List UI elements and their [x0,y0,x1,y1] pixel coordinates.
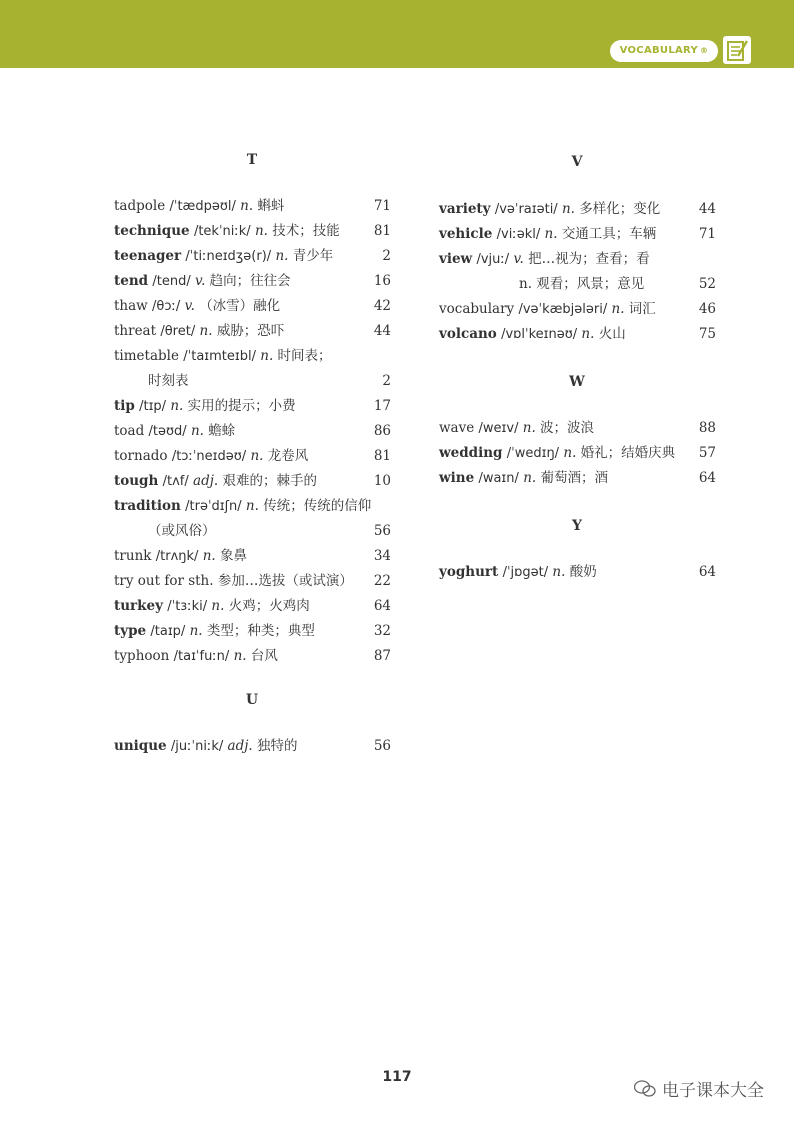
part-of-speech: n. [523,470,537,486]
phonetic: /waɪn/ [478,471,519,486]
vocab-entry [439,418,716,439]
part-of-speech: n. [245,498,259,514]
page-reference: 56 [373,523,391,539]
phonetic: /tʌf/ [162,474,189,489]
headword: type [114,623,147,639]
headword: thaw [114,298,148,314]
phonetic: /təʊd/ [148,424,187,439]
phonetic: /vjuː/ [476,252,510,267]
headword: tadpole [114,198,166,214]
headword: wedding [439,445,503,461]
part-of-speech: n. [202,548,216,564]
phonetic: /ˈtɜːki/ [167,599,208,614]
definition: 龙卷风 [267,448,309,464]
headword: tornado [114,448,168,464]
registered-mark: ® [700,46,709,55]
headword: teenager [114,248,182,264]
phonetic: /ˈwedɪŋ/ [506,446,560,461]
phonetic: /taɪˈfuːn/ [173,649,230,664]
vocab-entry [114,596,391,617]
page-reference: 64 [698,564,716,580]
watermark [634,1076,764,1101]
vocab-entry [114,736,391,757]
headword: toad [114,423,145,439]
vocab-entry [114,296,391,317]
page-reference: 81 [373,448,391,464]
part-of-speech: n. [544,226,558,242]
headword: yoghurt [439,564,499,580]
notepad-pen-icon [723,36,751,64]
phonetic: /θɔː/ [152,299,181,314]
phonetic: /tekˈniːk/ [193,224,251,239]
vocab-entry-continuation [519,274,716,294]
page-reference: 34 [373,548,391,564]
headword: view [439,251,473,267]
page-reference: 10 [373,473,391,489]
phonetic: /tɔːˈneɪdəʊ/ [171,449,247,464]
part-of-speech: v. [184,298,195,314]
part-of-speech: n. [189,623,203,639]
vocab-entry [439,468,716,489]
page-reference: 32 [373,623,391,639]
part-of-speech: n. [275,248,289,264]
phonetic: /tɪp/ [139,399,167,414]
definition: 趋向；往往会 [209,273,291,289]
part-of-speech: n. [211,598,225,614]
page-reference: 2 [382,248,391,264]
definition: 蟾蜍 [208,423,236,439]
vocab-entry [114,546,391,567]
vocab-entry [439,562,716,583]
page-reference: 56 [373,738,391,754]
part-of-speech: n. [260,348,274,364]
vocab-entry [114,196,391,217]
phonetic: /ˈtædpəʊl/ [169,199,236,214]
headword: tend [114,273,149,289]
part-of-speech: n. [199,323,213,339]
part-of-speech: n. [240,198,254,214]
headword: trunk [114,548,152,564]
page-reference: 57 [698,445,716,461]
vocabulary-text: VOCABULARY [619,45,699,56]
headword: timetable [114,348,179,364]
vocab-entry [114,446,391,467]
definition: 火鸡；火鸡肉 [228,598,310,614]
page-reference: 86 [373,423,391,439]
page-reference: 44 [373,323,391,339]
headword: vehicle [439,226,493,242]
part-of-speech: v. [513,251,524,267]
page-reference: 17 [373,398,391,414]
part-of-speech: n. [250,448,264,464]
phonetic: /ˈtiːneɪdʒə(r)/ [185,249,272,264]
wechat-icon [634,1080,656,1098]
definition: 蝌蚪 [257,198,285,214]
section-letter-w: W [569,374,585,390]
part-of-speech: n. [552,564,566,580]
page-reference: 81 [373,223,391,239]
vocab-entry [439,224,716,245]
phonetic: /trʌŋk/ [155,549,199,564]
definition: 时间表； [277,348,332,364]
definition: 台风 [250,648,278,664]
page-reference: 71 [373,198,391,214]
headword: threat [114,323,157,339]
part-of-speech: n. [561,201,575,217]
page-reference: 42 [373,298,391,314]
definition: 酸奶 [569,564,597,580]
headword: unique [114,738,167,754]
definition: 把…视为；查看；看 [528,251,650,267]
definition-continued: n. 观看；风景；意见 [519,276,645,292]
definition: 类型；种类；典型 [206,623,315,639]
part-of-speech: n. [170,398,184,414]
vocab-entry [439,249,716,270]
section-letter-y: Y [572,518,582,534]
definition: 独特的 [257,738,298,754]
phonetic: /tend/ [152,274,191,289]
part-of-speech: n. [233,648,247,664]
part-of-speech: adj. [227,738,253,754]
headword: vocabulary [439,301,515,317]
section-letter-v: V [571,154,583,170]
headword: turkey [114,598,163,614]
phonetic: /juːˈniːk/ [170,739,224,754]
part-of-speech: n. [522,420,536,436]
phonetic: /vəˈkæbjələri/ [518,302,608,317]
vocab-entry [114,621,391,642]
vocab-entry [114,321,391,342]
vocab-entry [439,324,716,345]
headword: technique [114,223,190,239]
page-number: 117 [382,1069,412,1085]
definition: 波；波浪 [540,420,595,436]
definition: 技术；技能 [272,223,340,239]
vocabulary-label [610,40,718,62]
definition: 婚礼；结婚庆典 [580,445,676,461]
headword: tradition [114,498,181,514]
headword: volcano [439,326,497,342]
vocab-entry [114,246,391,267]
vocab-entry [114,646,391,667]
definition: 参加…选拔（或试演） [217,573,353,589]
page-reference: 87 [373,648,391,664]
vocab-entry [114,396,391,417]
page-reference: 52 [698,276,716,292]
vocab-entry [114,221,391,242]
page-reference: 71 [698,226,716,242]
vocab-entry [439,443,716,464]
page-reference: 16 [373,273,391,289]
page-reference: 46 [698,301,716,317]
definition: 传统；传统的信仰 [263,498,372,514]
phonetic: /ˈtaɪmteɪbl/ [183,349,256,364]
part-of-speech: n. [563,445,577,461]
part-of-speech: n. [254,223,268,239]
vocab-entry [439,199,716,220]
phonetic: /viːəkl/ [496,227,541,242]
phonetic: /θret/ [160,324,196,339]
vocab-entry [114,496,391,517]
headword: wave [439,420,475,436]
vocab-entry [114,571,391,591]
part-of-speech: n. [190,423,204,439]
vocab-entry [114,421,391,442]
vocab-entry-continuation [148,371,391,391]
definition: 火山 [598,326,626,342]
definition-continued: （或风俗） [148,523,216,539]
vocab-entry [114,471,391,492]
page-reference: 44 [698,201,716,217]
watermark-text: 电子课本大全 [662,1081,764,1101]
section-letter-u: U [245,692,259,708]
phonetic: /weɪv/ [478,421,519,436]
headword: tip [114,398,135,414]
phonetic: /vəˈraɪəti/ [494,202,558,217]
page-reference: 22 [373,573,391,589]
phonetic: /trəˈdɪʃn/ [185,499,242,514]
definition: 多样化；变化 [579,201,661,217]
definition: 葡萄酒；酒 [540,470,608,486]
headword: wine [439,470,475,486]
phonetic: /ˈjɒgət/ [502,565,549,580]
vocab-entry [439,299,716,320]
headword: try out for sth. [114,573,214,589]
part-of-speech: n. [611,301,625,317]
headword: tough [114,473,159,489]
definition: 威胁；恐吓 [216,323,285,339]
section-letter-t: T [246,152,258,168]
vocab-entry [114,346,391,367]
vocab-entry [114,271,391,292]
part-of-speech: n. [581,326,595,342]
phonetic: /taɪp/ [150,624,186,639]
definition-continued: 时刻表 [148,373,189,389]
page-reference: 2 [382,373,391,389]
definition: 象鼻 [220,548,248,564]
headword: variety [439,201,491,217]
part-of-speech: adj. [193,473,219,489]
part-of-speech: v. [195,273,206,289]
page-reference: 75 [698,326,716,342]
definition: 艰难的；棘手的 [222,473,318,489]
definition: （冰雪）融化 [199,298,281,314]
vocab-entry-continuation [148,521,391,541]
definition: 交通工具；车辆 [561,226,657,242]
page-reference: 64 [373,598,391,614]
definition: 实用的提示；小费 [187,398,296,414]
definition: 青少年 [292,248,334,264]
phonetic: /vɒlˈkeɪnəʊ/ [501,327,578,342]
headword: typhoon [114,648,170,664]
page-reference: 88 [698,420,716,436]
page-reference: 64 [698,470,716,486]
definition: 词汇 [628,301,656,317]
